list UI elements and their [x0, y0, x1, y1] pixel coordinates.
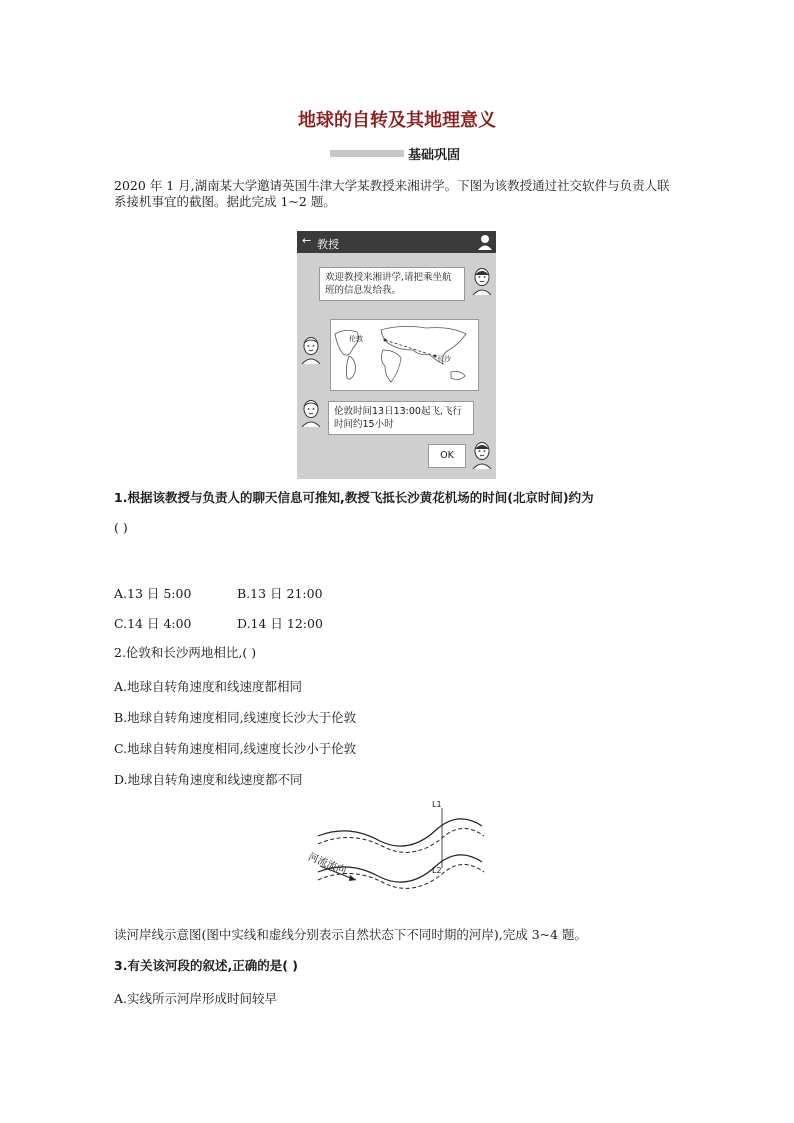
river-bank-lines [312, 800, 492, 900]
section-bar [330, 150, 404, 157]
q1-option-c: C.14 日 4:00 [114, 616, 192, 631]
question-1-paren: ( ) [114, 520, 128, 535]
question-1-stem: 1.根据该教授与负责人的聊天信息可推知,教授飞抵长沙黄花机场的时间(北京时间)约为 [114, 490, 594, 505]
q3-option-a: A.实线所示河岸形成时间较早 [114, 991, 278, 1006]
user-icon [477, 234, 493, 250]
chat-message-1: 欢迎教授来湘讲学,请把乘坐航班的信息发给我。 [319, 267, 465, 301]
question-3-stem: 3.有关该河段的叙述,正确的是( ) [114, 958, 298, 973]
intro-paragraph-2: 读河岸线示意图(图中实线和虚线分别表示自然状态下不同时期的河岸),完成 3~4 题。 [114, 927, 588, 942]
intro-paragraph: 2020 年 1 月,湖南某大学邀请英国牛津大学某教授来湘讲学。下图为该教授通过社交软件与负责人联系接机事宜的截图。据此完成 1~2 题。 [114, 178, 670, 209]
label-l1: L1 [432, 800, 442, 809]
q2-option-d: D.地球自转角速度和线速度都不同 [114, 772, 303, 787]
chat-header-title: 教授 [317, 238, 339, 251]
host-avatar-icon [471, 267, 493, 295]
arrow-left-icon: ← [302, 234, 312, 247]
world-map-icon [331, 320, 478, 390]
professor-avatar-icon-2 [300, 399, 322, 427]
ok-button[interactable]: OK [428, 444, 466, 468]
q1-option-b: B.13 日 21:00 [237, 586, 323, 601]
section-title: 基础巩固 [408, 148, 461, 163]
river-flow-label: 河流流向 [306, 851, 348, 877]
chat-screenshot [297, 231, 496, 479]
q2-option-a: A.地球自转角速度和线速度都相同 [114, 679, 303, 694]
q2-option-b: B.地球自转角速度相同,线速度长沙大于伦敦 [114, 710, 357, 725]
host-avatar-icon-2 [471, 441, 493, 469]
chat-header [297, 231, 496, 253]
q1-option-d: D.14 日 12:00 [237, 616, 323, 631]
label-l2: L2 [432, 866, 442, 875]
question-2-stem: 2.伦敦和长沙两地相比,( ) [114, 645, 257, 660]
chat-message-2: 伦敦时间13日13:00起飞,飞行时间约15小时 [328, 401, 474, 435]
world-map-image [330, 319, 479, 391]
professor-avatar-icon [300, 336, 322, 364]
q2-option-c: C.地球自转角速度相同,线速度长沙小于伦敦 [114, 741, 357, 756]
map-label-london: 伦敦 [349, 335, 363, 343]
q1-option-a: A.13 日 5:00 [114, 586, 192, 601]
page-title: 地球的自转及其地理意义 [298, 110, 496, 131]
map-label-changsha: 长沙 [437, 355, 451, 363]
river-diagram [306, 800, 492, 900]
